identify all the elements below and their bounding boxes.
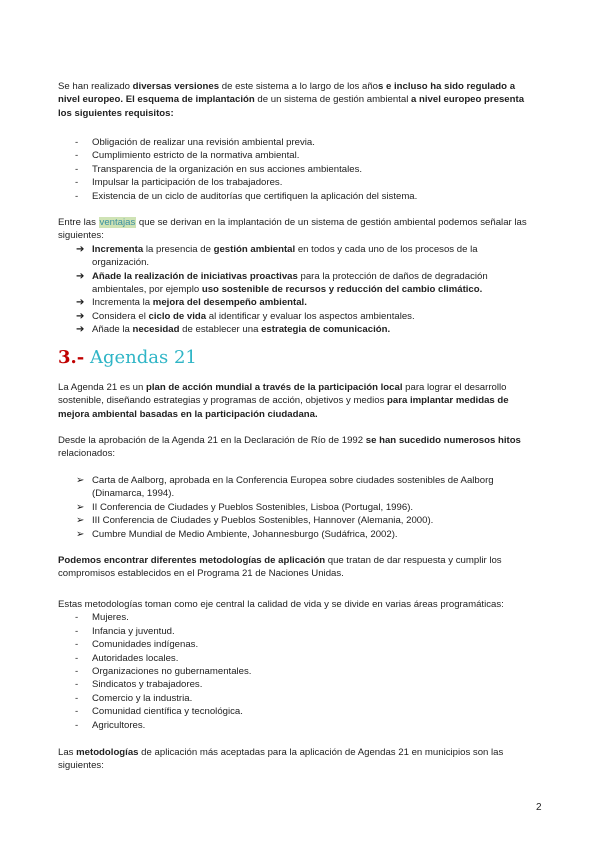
intro-text-3: de un sistema de gestión ambiental <box>254 94 411 106</box>
hitos-list-wrap <box>58 474 528 541</box>
list-item: - Sindicatos y trabajadores. <box>58 678 528 691</box>
list-item: - Mujeres. <box>58 611 528 624</box>
metodologias-text: que tratan de dar respuesta y cumplir los compromisos establecidos en el Programa 21 de Naciones Unidas. <box>58 555 502 580</box>
section-number: 3.- <box>58 347 85 368</box>
highlighted-word: ventajas <box>99 217 136 228</box>
triangle-bullet-icon: ➢ <box>76 501 85 513</box>
intro-text-1: Se han realizado <box>58 81 133 92</box>
intro-bold-3: a nivel europeo presenta los siguientes requisitos: <box>58 94 525 119</box>
ventaja-text: Incrementa la <box>92 297 153 309</box>
ventaja-bold: gestión ambiental <box>213 243 296 255</box>
areas-section <box>58 598 528 732</box>
list-item: - Comercio y la industria. <box>58 692 528 705</box>
hito-text: III Conferencia de Ciudades y Pueblos Sostenibles, Hannover (Alemania, 2000). <box>92 515 434 527</box>
list-item <box>58 501 528 514</box>
areas-intro: Estas metodologías toman como eje central la calidad de vida y se divide en varias áreas programáticas: <box>58 599 504 610</box>
list-item: - Transparencia de la organización en sus acciones ambientales. <box>58 163 528 176</box>
triangle-bullet-icon: ➢ <box>76 475 85 486</box>
final-text-1: Las <box>58 747 77 758</box>
final-bold: metodologías <box>76 747 139 758</box>
final-paragraph <box>58 746 528 773</box>
list-item <box>58 243 528 270</box>
arrow-icon: ➔ <box>76 324 85 336</box>
hitos-bold: se han sucedido numerosos hitos <box>365 435 521 446</box>
hito-text: II Conferencia de Ciudades y Pueblos Sostenibles, Lisboa (Portugal, 1996). <box>92 501 414 513</box>
intro-text-2: de este sistema a lo largo de los año <box>219 81 379 92</box>
agenda-bold-2: para implantar medidas de mejora ambiental basadas en la participación ciudadana. <box>58 395 509 420</box>
section-heading <box>58 347 197 368</box>
list-item <box>58 296 528 309</box>
intro-paragraph <box>58 80 528 120</box>
hitos-paragraph <box>58 434 528 461</box>
list-item <box>58 270 528 297</box>
hitos-text-2: relacionados: <box>58 448 116 460</box>
arrow-icon: ➔ <box>76 270 85 282</box>
intro-bold-1: diversas versiones <box>132 81 220 92</box>
list-item: - Existencia de un ciclo de auditorías que certifiquen la aplicación del sistema. <box>58 190 528 203</box>
ventaja-text: de establecer una <box>179 324 262 336</box>
metodologias-paragraph <box>58 554 528 581</box>
agenda-bold-1: plan de acción mundial a través de la participación local <box>146 382 403 393</box>
list-item <box>58 514 528 527</box>
ventaja-text: Añade la <box>92 324 133 336</box>
final-text-2: de aplicación más aceptadas para la aplicación de Agendas 21 en municipios son las siguientes: <box>58 747 504 772</box>
section-title: Agendas 21 <box>84 347 197 368</box>
ventaja-bold: mejora del desempeño ambiental. <box>152 297 307 309</box>
ventaja-bold: ciclo de vida <box>148 310 207 322</box>
hitos-list <box>58 474 528 541</box>
list-item <box>58 323 528 336</box>
list-item: - Comunidades indígenas. <box>58 638 528 651</box>
triangle-bullet-icon: ➢ <box>76 515 85 527</box>
list-item: - Agricultores. <box>58 719 528 732</box>
ventaja-text: en todos y cada uno de los procesos de la organización. <box>92 243 478 269</box>
list-item: - Obligación de realizar una revisión ambiental previa. <box>58 136 528 149</box>
page-number: 2 <box>536 802 542 813</box>
requisitos-list <box>58 136 528 203</box>
triangle-bullet-icon: ➢ <box>76 528 85 540</box>
ventaja-bold: necesidad <box>132 324 180 336</box>
list-item <box>58 474 528 501</box>
requisitos-list-wrap <box>58 136 528 203</box>
list-item: - Cumplimiento estricto de la normativa ambiental. <box>58 149 528 162</box>
agenda-text-2: para lograr el desarrollo sostenible, diseñando estrategias y programas de acción, objetivos y medios <box>58 382 507 407</box>
list-item: - Infancia y juventud. <box>58 625 528 638</box>
agenda-definition-paragraph <box>58 381 528 421</box>
metodologias-bold: Podemos encontrar diferentes metodologías de aplicación <box>58 555 326 566</box>
ventajas-intro <box>58 216 528 243</box>
list-item: - Autoridades locales. <box>58 652 528 665</box>
areas-list <box>58 611 528 732</box>
ventaja-text: al identificar y evaluar los aspectos ambientales. <box>206 310 415 322</box>
hito-text: Carta de Aalborg, aprobada en la Conferencia Europea sobre ciudades sostenibles de Aalborg (Dinamarca, 1994). <box>92 475 494 500</box>
ventaja-bold: Añade la realización de iniciativas proactivas <box>92 270 298 282</box>
ventajas-section <box>58 216 528 337</box>
ventaja-bold: Incrementa <box>92 243 144 255</box>
arrow-icon: ➔ <box>76 297 85 309</box>
arrow-icon: ➔ <box>76 243 85 255</box>
ventaja-text: Considera el <box>92 310 149 322</box>
list-item: - Comunidad científica y tecnológica. <box>58 705 528 718</box>
ventajas-intro-text-1: Entre las <box>58 217 99 228</box>
list-item: - Organizaciones no gubernamentales. <box>58 665 528 678</box>
list-item <box>58 310 528 323</box>
list-item <box>58 528 528 541</box>
hitos-text-1: Desde la aprobación de la Agenda 21 en la Declaración de Río de 1992 <box>58 435 366 446</box>
agenda-text-1: La Agenda 21 es un <box>58 382 147 393</box>
hito-text: Cumbre Mundial de Medio Ambiente, Johannesburgo (Sudáfrica, 2002). <box>92 528 398 540</box>
ventaja-bold: estrategia de comunicación. <box>261 324 391 336</box>
ventaja-text: la presencia de <box>143 243 214 255</box>
ventajas-intro-text-2: que se derivan en la implantación de un sistema de gestión ambiental podemos señalar las siguientes: <box>58 217 527 242</box>
list-item: - Impulsar la participación de los trabajadores. <box>58 176 528 189</box>
arrow-icon: ➔ <box>76 310 85 322</box>
ventajas-list <box>58 243 528 337</box>
ventaja-text: para la protección de daños de degradación ambientales, por ejemplo <box>92 270 488 296</box>
intro-bold-2: s e incluso ha sido regulado a nivel europeo. El esquema de implantación <box>58 81 516 106</box>
ventaja-bold: uso sostenible de recursos y reducción del cambio climático. <box>201 284 483 296</box>
